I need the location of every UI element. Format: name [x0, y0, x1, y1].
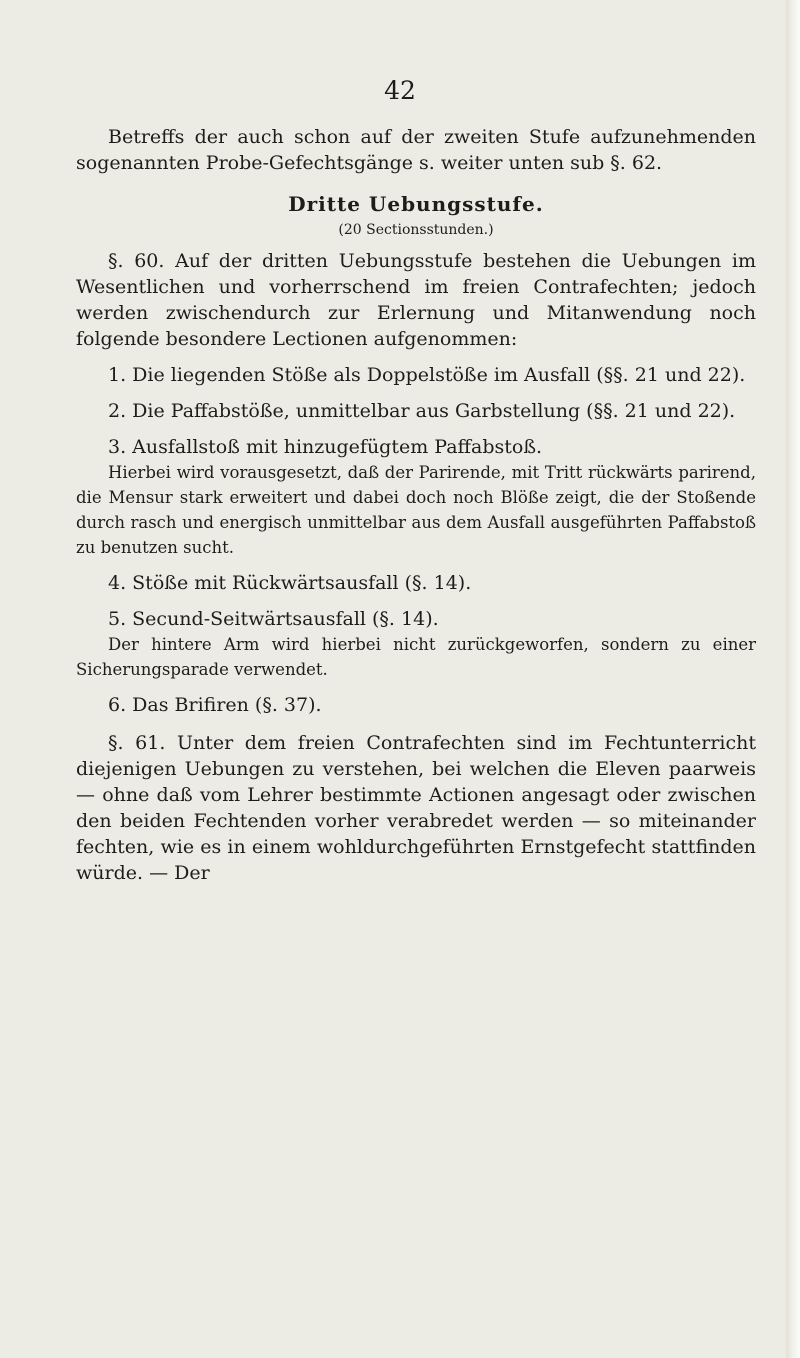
intro-paragraph: Betreffs der auch schon auf der zweiten Stufe aufzunehmenden sogenannten Probe-Gefechtsgänge s. weiter unten sub §. 62. [76, 126, 756, 174]
list-item-3-note: Hierbei wird vorausgesetzt, daß der Parirende, mit Tritt rückwärts parirend, die Mensur stark erweitert und dabei doch noch Blöße zeigt, die der Stoßende durch rasch und energisch unmittelbar aus dem Ausfall ausgeführten Paffabstoß zu benutzen sucht. [76, 463, 756, 557]
list-item-5-note: Der hintere Arm wird hierbei nicht zurückgeworfen, sondern zu einer Sicherungsparade verwendet. [76, 635, 756, 679]
list-item-3: 3. Ausfallstoß mit hinzugefügtem Paffabstoß. [108, 436, 543, 458]
page-content [76, 124, 756, 886]
page-number: 42 [384, 76, 416, 105]
page-edge [786, 0, 800, 1358]
list-item-5: 5. Secund-Seitwärtsausfall (§. 14). [108, 608, 439, 630]
list-item-1: 1. Die liegenden Stöße als Doppelstöße im Ausfall (§§. 21 und 22). [108, 364, 746, 386]
paragraph-61: §. 61. Unter dem freien Contrafechten sind im Fechtunterricht diejenigen Uebungen zu verstehen, bei welchen die Eleven paarweis — ohne daß vom Lehrer bestimmte Actionen angesagt oder zwischen den beiden Fechtenden vorher verabredet werden — so miteinander fechten, wie es in einem wohldurchgeführten Ernstgefecht stattfinden würde. — Der [76, 732, 756, 884]
list-item-2: 2. Die Paffabstöße, unmittelbar aus Garbstellung (§§. 21 und 22). [108, 400, 736, 422]
section-title: Dritte Uebungsstufe. [288, 192, 544, 216]
section-subtitle: (20 Sectionsstunden.) [338, 222, 494, 238]
list-item-6: 6. Das Brifiren (§. 37). [108, 694, 322, 716]
paragraph-60: §. 60. Auf der dritten Uebungsstufe bestehen die Uebungen im Wesentlichen und vorherrschend im freien Contrafechten; jedoch werden zwischendurch zur Erlernung und Mitanwendung noch folgende besondere Lectionen aufgenommen: [76, 250, 756, 350]
list-item-4: 4. Stöße mit Rückwärtsausfall (§. 14). [108, 572, 472, 594]
